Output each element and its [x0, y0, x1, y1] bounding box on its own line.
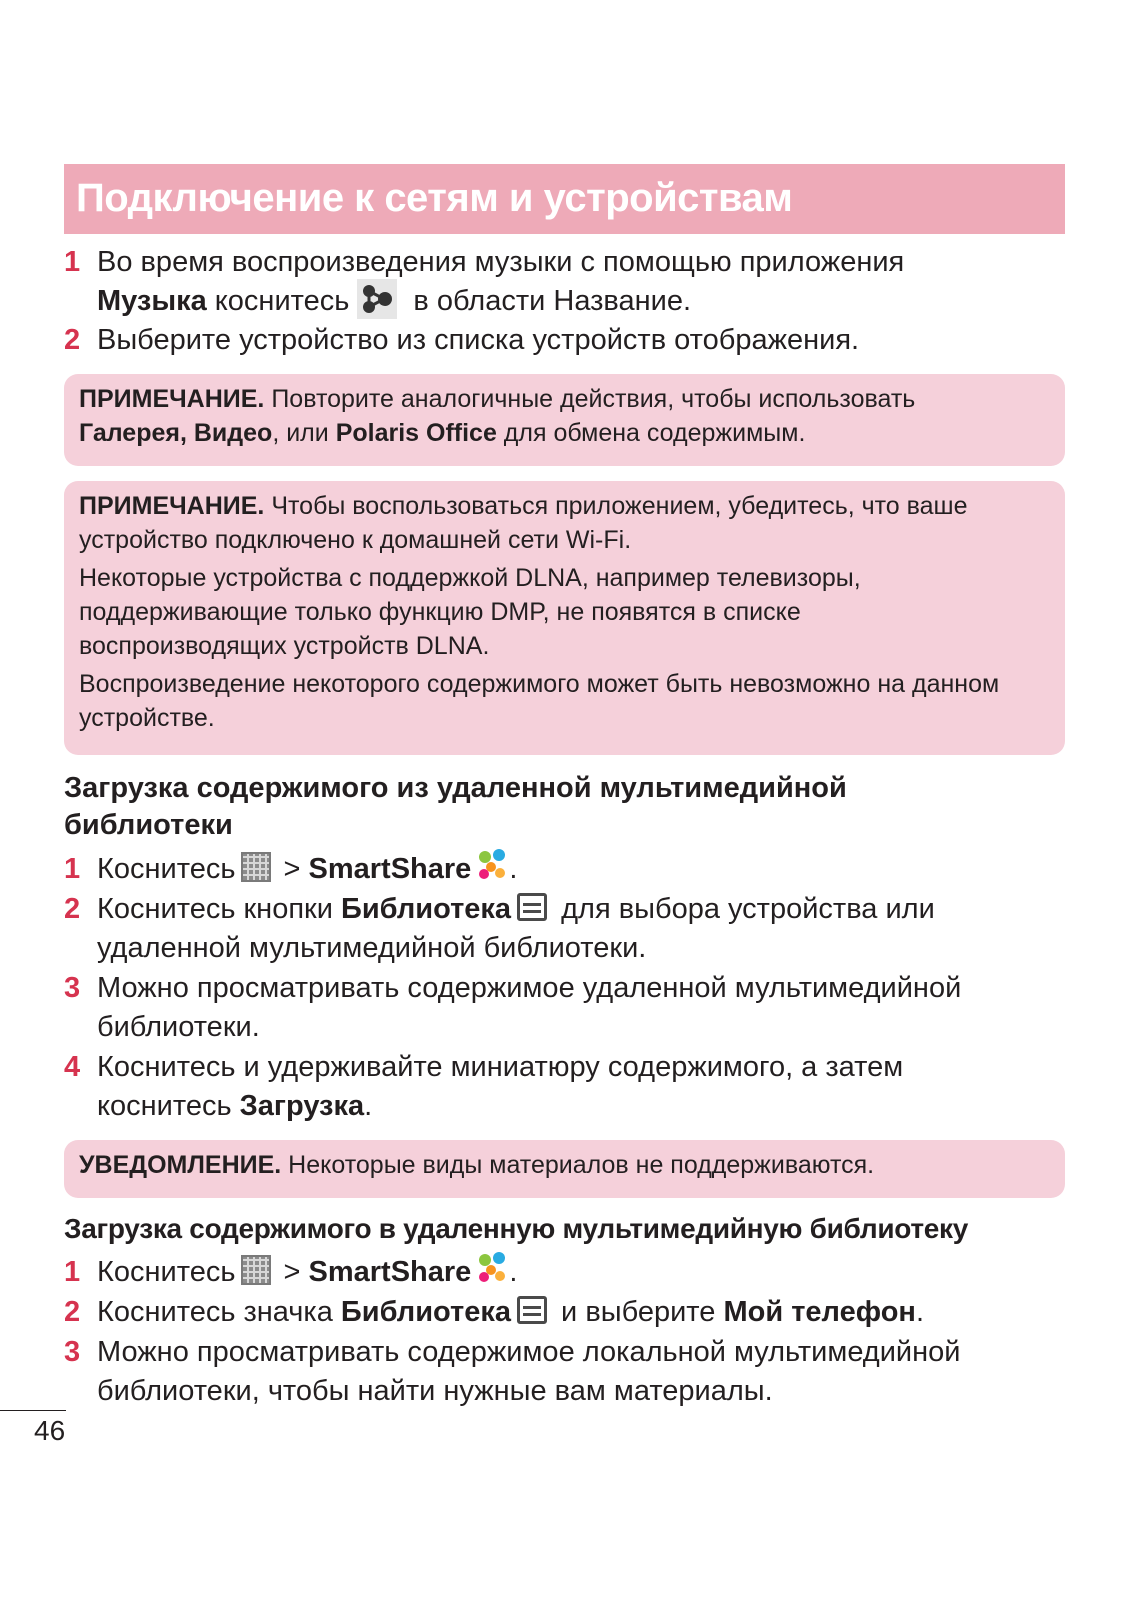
note-text: Воспроизведение некоторого содержимого может быть невозможно на данном устройстве.: [79, 670, 1000, 732]
step-text-part: Во время воспроизведения музыки с помощью приложения: [97, 246, 905, 278]
library-icon: [517, 893, 547, 921]
smartshare-icon: [475, 1250, 509, 1284]
step-text: Выберите устройство из списка устройств отображения.: [97, 324, 860, 356]
step-item: [64, 1333, 1064, 1411]
step-text: [97, 243, 1064, 322]
step-text-part: в области Название.: [405, 285, 692, 317]
step-text-part: для выбора устройства или удаленной мультимедийной библиотеки.: [97, 893, 935, 964]
step-text-part: .: [509, 1256, 518, 1288]
note-text-part: Повторите аналогичные действия, чтобы использовать: [264, 385, 916, 413]
step-number: 2: [64, 324, 81, 356]
notice-box: [64, 1140, 1065, 1198]
step-item: [64, 890, 1064, 968]
note-text-part: Чтобы воспользоваться приложением, убедитесь, что ваше устройство подключено к домашней сети Wi-Fi.: [79, 492, 968, 554]
note-text: [79, 489, 1035, 557]
step-text: [97, 1293, 1064, 1332]
notice-text-part: Некоторые виды материалов не поддерживаются.: [281, 1151, 875, 1179]
step-item: [64, 1293, 1064, 1332]
step-text-part: Коснитесь значка: [97, 1296, 341, 1328]
note-text: Некоторые устройства с поддержкой DLNA, например телевизоры, поддерживающие только функцию DMP, не появятся в списке воспроизводящих устройств DLNA.: [79, 564, 861, 660]
step-text-part: Коснитесь кнопки: [97, 893, 341, 925]
note-label: ПРИМЕЧАНИЕ.: [79, 492, 265, 520]
step-text-part: Коснитесь и удерживайте миниатюру содержимого, а затем коснитесь: [97, 1051, 904, 1122]
note-text-part: для обмена содержимым.: [496, 419, 806, 447]
step-number: 1: [64, 853, 81, 885]
app-name-music: Музыка: [97, 285, 207, 317]
app-names: Галерея, Видео: [79, 419, 273, 447]
smartshare-icon: [475, 847, 509, 881]
step-number: 2: [64, 893, 81, 925]
step-number: 2: [64, 1296, 81, 1328]
note-text-part: , или: [272, 419, 336, 447]
step-separator: >: [275, 1256, 309, 1288]
step-text: [97, 850, 1064, 889]
footer-divider: [0, 1410, 66, 1411]
step-number: 1: [64, 246, 81, 278]
step-number: 4: [64, 1051, 81, 1083]
step-text-part: .: [915, 1296, 924, 1328]
step-text: [97, 1048, 1024, 1126]
note-text: [79, 382, 1051, 450]
notice-label: УВЕДОМЛЕНИЕ.: [79, 1151, 282, 1179]
apps-grid-icon: [241, 1255, 271, 1285]
app-name-polaris: Polaris Office: [335, 419, 497, 447]
step-item: [64, 321, 1064, 360]
step-text-part: Коснитесь: [97, 853, 236, 885]
step-text: Можно просматривать содержимое локальной мультимедийной библиотеки, чтобы найти нужные вам материалы.: [97, 1336, 961, 1407]
step-number: 3: [64, 972, 81, 1004]
section-heading: Загрузка содержимого в удаленную мультимедийную библиотеку: [64, 1213, 969, 1244]
step-item: [64, 243, 1064, 322]
section-title-banner: [64, 164, 1065, 234]
note-box: [64, 481, 1065, 755]
step-text: [97, 890, 1064, 968]
page-number: 46: [34, 1415, 66, 1446]
my-phone-label: Мой телефон: [723, 1296, 916, 1328]
step-item: [64, 1253, 1064, 1292]
app-name-smartshare: SmartShare: [308, 853, 472, 885]
step-number: 3: [64, 1336, 81, 1368]
step-text-part: Коснитесь: [97, 1256, 236, 1288]
step-item: [64, 850, 1064, 889]
step-text: Можно просматривать содержимое удаленной мультимедийной библиотеки.: [97, 972, 962, 1043]
step-text-part: .: [509, 853, 518, 885]
step-item: [64, 1048, 1024, 1126]
step-separator: >: [275, 853, 309, 885]
apps-grid-icon: [241, 852, 271, 882]
page-title: Подключение к сетям и устройствам: [76, 176, 793, 220]
download-label: Загрузка: [239, 1090, 365, 1122]
step-item: [64, 969, 1044, 1047]
library-icon: [517, 1296, 547, 1324]
step-text-part: .: [364, 1090, 373, 1122]
notice-text: [79, 1148, 1051, 1182]
app-name-smartshare: SmartShare: [308, 1256, 472, 1288]
section-heading: Загрузка содержимого из удаленной мультимедийной библиотеки: [64, 772, 847, 841]
step-text-part: коснитесь: [206, 285, 350, 317]
note-box: [64, 374, 1065, 466]
step-text-part: и выберите: [553, 1296, 724, 1328]
library-label: Библиотека: [340, 893, 512, 925]
library-label: Библиотека: [340, 1296, 511, 1328]
share-nodes-icon: [357, 279, 397, 319]
step-text: [97, 1253, 1064, 1292]
step-number: 1: [64, 1256, 81, 1288]
note-label: ПРИМЕЧАНИЕ.: [79, 385, 265, 413]
